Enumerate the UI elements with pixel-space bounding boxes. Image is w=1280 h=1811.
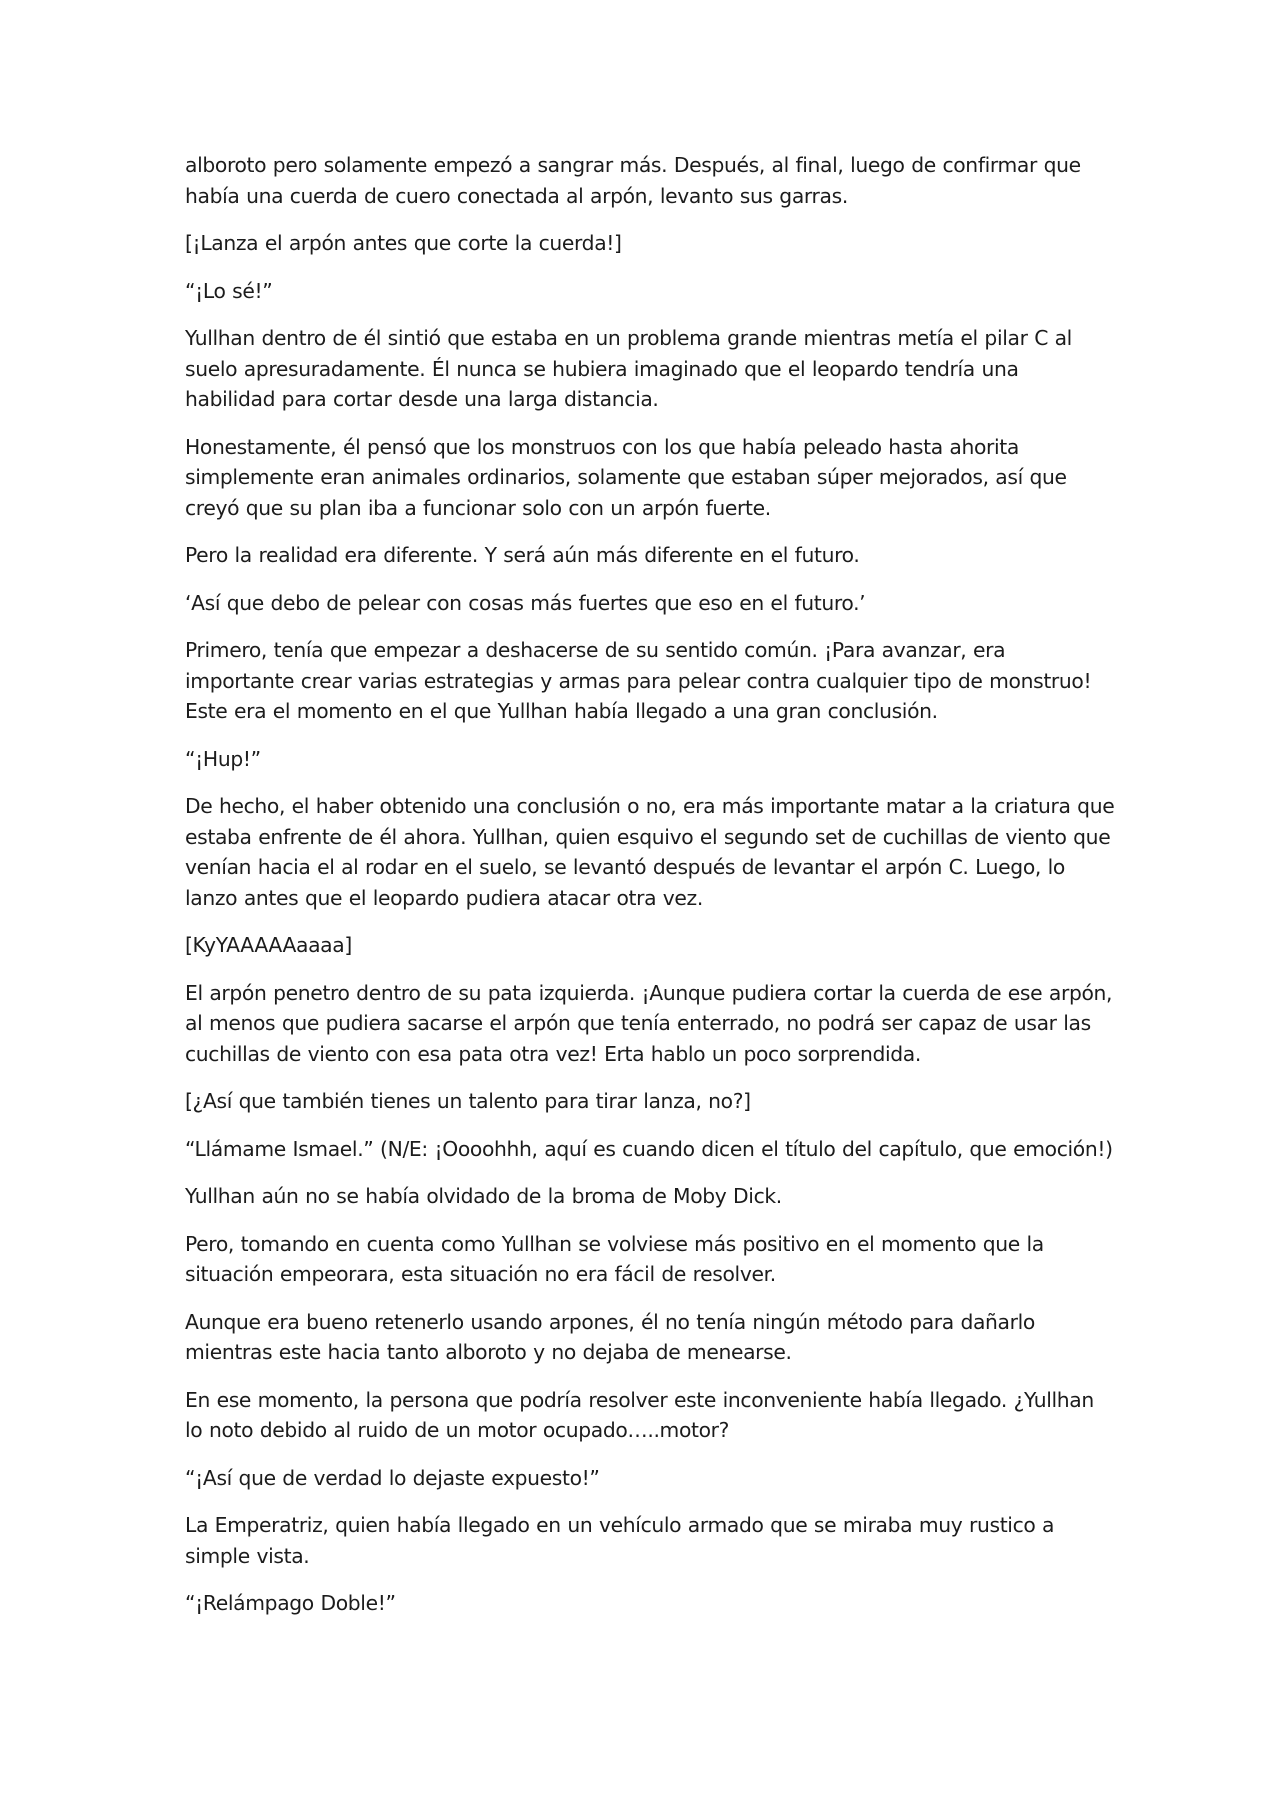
document-body (185, 150, 1115, 1636)
paragraph: [¿Así que también tienes un talento para tirar lanza, no?] (185, 1089, 751, 1113)
paragraph: En ese momento, la persona que podría resolver este inconveniente había llegado. ¿Yullhan lo noto debido al ruido de un motor ocupado…..motor? (185, 1387, 1094, 1442)
paragraph: Yullhan aún no se había olvidado de la broma de Moby Dick. (185, 1184, 782, 1208)
paragraph: Primero, tenía que empezar a deshacerse de su sentido común. ¡Para avanzar, era importante crear varias estrategias y armas para pelear contra cualquier tipo de monstruo! Este era el momento en el que Yullhan había llegado a una gran conclusión. (185, 638, 1092, 723)
paragraph: “¡Lo sé!” (185, 278, 273, 303)
paragraph: Yullhan dentro de él sintió que estaba en un problema grande mientras metía el pilar C al suelo apresuradamente. Él nunca se hubiera imaginado que el leopardo tendría una habilidad para cortar desde una larga distancia. (185, 326, 1072, 411)
paragraph: alboroto pero solamente empezó a sangrar más. Después, al final, luego de confirmar que había una cuerda de cuero conectada al arpón, levanto sus garras. (185, 153, 1081, 208)
paragraph: ‘Así que debo de pelear con cosas más fuertes que eso en el futuro.’ (185, 590, 866, 615)
paragraph: Pero, tomando en cuenta como Yullhan se volviese más positivo en el momento que la situación empeorara, esta situación no era fácil de resolver. (185, 1231, 1044, 1286)
paragraph: Honestamente, él pensó que los monstruos con los que había peleado hasta ahorita simplemente eran animales ordinarios, solamente que estaban súper mejorados, así que creyó que su plan iba a funcionar solo con un arpón fuerte. (185, 434, 1067, 520)
paragraph: De hecho, el haber obtenido una conclusión o no, era más importante matar a la criatura que estaba enfrente de él ahora. Yullhan, quien esquivo el segundo set de cuchillas de viento que venían hacia el al rodar en el suelo, se levantó después de levantar el arpón C. Luego, lo lanzo antes que el leopardo pudiera atacar otra vez. (185, 794, 1115, 910)
paragraph: “¡Hup!” (185, 746, 261, 771)
paragraph: “¡Relámpago Doble!” (185, 1591, 396, 1615)
paragraph: El arpón penetro dentro de su pata izquierda. ¡Aunque pudiera cortar la cuerda de ese arpón, al menos que pudiera sacarse el arpón que tenía enterrado, no podrá ser capaz de usar las cuchillas de viento con esa pata otra vez! Erta hablo un poco sorprendida. (185, 980, 1113, 1066)
paragraph: Aunque era bueno retenerlo usando arpones, él no tenía ningún método para dañarlo mientras este hacia tanto alboroto y no dejaba de menearse. (185, 1309, 1035, 1364)
paragraph: “¡Así que de verdad lo dejaste expuesto!” (185, 1465, 600, 1490)
paragraph: Pero la realidad era diferente. Y será aún más diferente en el futuro. (185, 543, 860, 567)
paragraph: “Llámame Ismael.” (N/E: ¡Oooohhh, aquí es cuando dicen el título del capítulo, que emoción!) (185, 1136, 1113, 1161)
paragraph: La Emperatriz, quien había llegado en un vehículo armado que se miraba muy rustico a simple vista. (185, 1513, 1055, 1568)
paragraph: [¡Lanza el arpón antes que corte la cuerda!] (185, 231, 622, 255)
paragraph: [KyYAAAAAaaaa] (185, 933, 352, 957)
